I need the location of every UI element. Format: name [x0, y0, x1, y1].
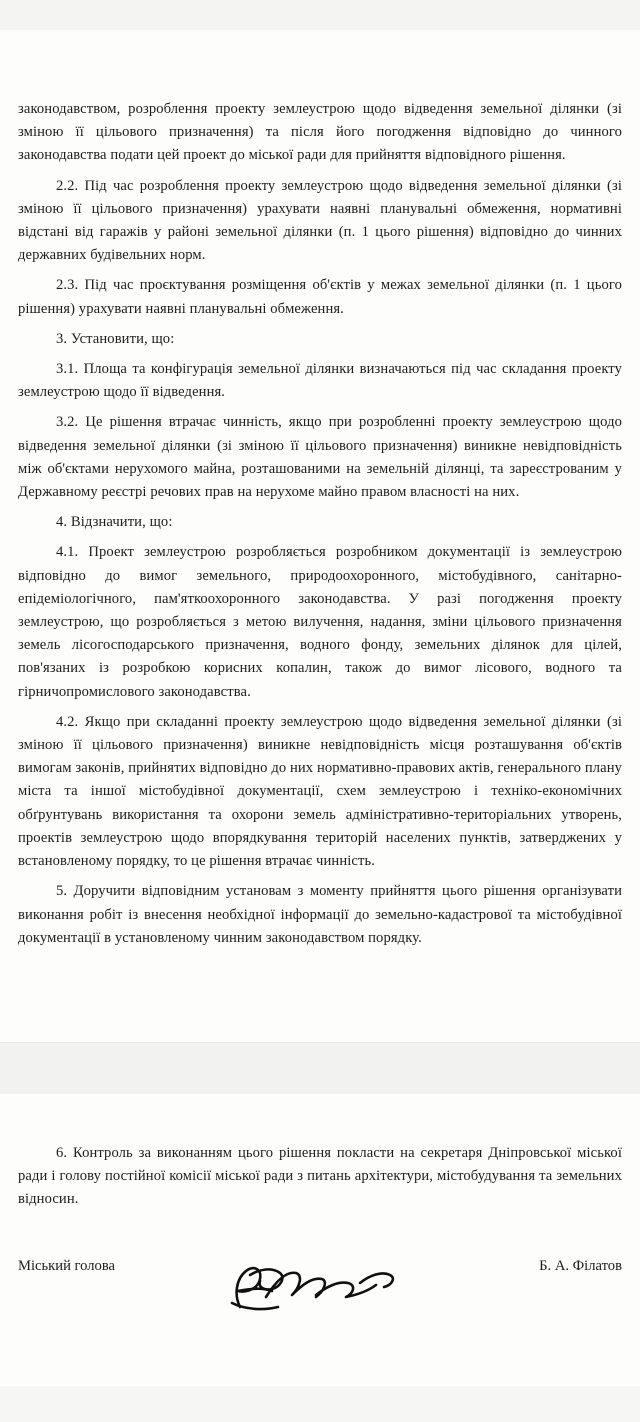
- scan-edge-top: [0, 0, 640, 30]
- paragraph-4-2: 4.2. Якщо при складанні проекту землеустрою щодо відведення земельної ділянки (зі зміною її цільового призначення) виникне невідповідність місця розташування об'єктів вимогам законів, прийнятих відповідно до них нормативно-правових актів, генерального плану міста та іншої містобудівної документації, схем землеустрою і техніко-економічних обґрунтувань використання та охорони земель адміністративно-територіальних утворень, проектів землеустрою щодо впорядкування територій населених пунктів, затверджених у встановленому порядку, то це рішення втрачає чинність.: [18, 713, 622, 870]
- scan-page-separator: [0, 1042, 640, 1096]
- page-one-body: [18, 98, 622, 957]
- paragraph-2-2: 2.2. Під час розроблення проекту землеустрою щодо відведення земельної ділянки (зі зміною її цільового призначення) урахувати наявні планувальні обмеження, нормативні відстані від гаражів у районі земельної ділянки (п. 1 цього рішення) відповідно до чинних державних будівельних норм.: [18, 177, 622, 264]
- page-two-body: [18, 1142, 622, 1219]
- scan-edge-bottom: [0, 1386, 640, 1422]
- paragraph-6: 6. Контроль за виконанням цього рішення покласти на секретаря Дніпровської міської ради і голову постійної комісії міської ради з питань архітектури, містобудування та земельних відносин.: [18, 1145, 622, 1208]
- paragraph-continuation: законодавством, розроблення проекту землеустрою щодо відведення земельної ділянки (зі зміною її цільового призначення) та після його погодження відповідно до чинного законодавства подати цей проект до міської ради для прийняття відповідного рішення.: [18, 101, 622, 164]
- paragraph-3: 3. Установити, що:: [56, 330, 175, 347]
- paragraph-5: 5. Доручити відповідним установам з моменту прийняття цього рішення організувати виконання робіт із внесення необхідної інформації до земельно-кадастрової та містобудівної документації в установленому чинним законодавством порядку.: [18, 883, 622, 946]
- signatory-title: Міський голова: [18, 1258, 116, 1274]
- paragraph-4: 4. Відзначити, що:: [56, 514, 173, 531]
- paragraph-3-1: 3.1. Площа та конфігурація земельної ділянки визначаються під час складання проекту землеустрою щодо її відведення.: [18, 361, 622, 401]
- paragraph-3-2: 3.2. Це рішення втрачає чинність, якщо при розробленні проекту землеустрою щодо відведення земельної ділянки (зі зміною її цільового призначення) виникне невідповідність між об'єктами нерухомого майна, розташованими на земельній ділянці, та зареєстрованим у Державному реєстрі речових прав на нерухоме майно правом власності на них.: [18, 414, 622, 501]
- sheet-page-two: [0, 1094, 640, 1386]
- paragraph-2-3: 2.3. Під час проєктування розміщення об'єктів у межах земельної ділянки (п. 1 цього рішення) урахувати наявні планувальні обмеження.: [18, 277, 622, 317]
- signatory-name: Б. А. Філатов: [539, 1258, 622, 1274]
- paragraph-4-1: 4.1. Проект землеустрою розробляється розробником документації із землеустрою відповідно до вимог земельного, природоохоронного, містобудівного, санітарно-епідеміологічного, пам'яткоохоронного законодавства. У разі погодження проекту землеустрою, що розробляється з метою вилучення, надання, зміни цільового призначення земель лісогосподарського призначення, водного фонду, земельних ділянок для цілей, пов'язаних із розробкою корисних копалин, також до вимог лісового, водного та гірничопромислового законодавства.: [18, 544, 622, 700]
- handwritten-signature-icon: [210, 1245, 410, 1325]
